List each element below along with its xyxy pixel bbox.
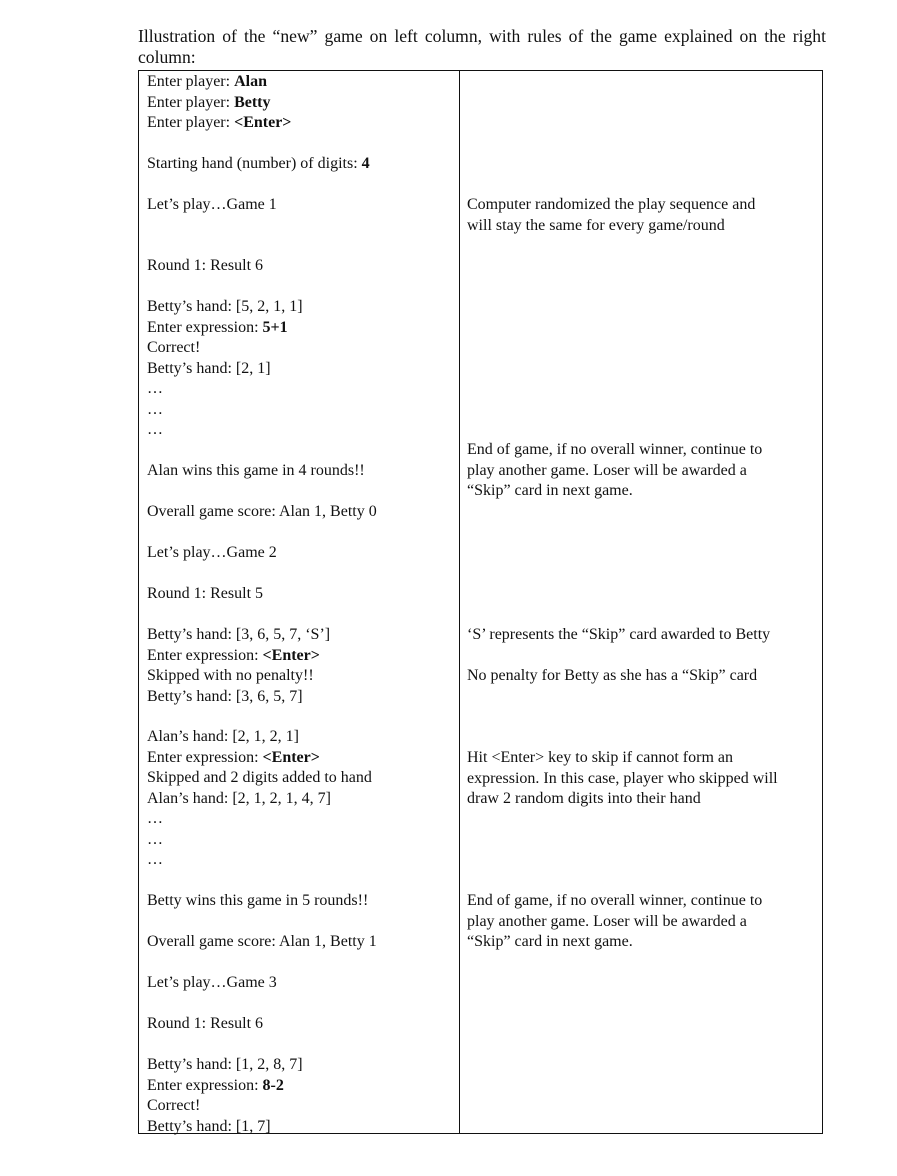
- transcript-line: [147, 666, 314, 686]
- user-input-text: <Enter>: [262, 748, 320, 766]
- transcript-text: Correct!: [147, 339, 201, 356]
- transcript-line: [147, 154, 370, 174]
- transcript-text: Starting hand (number) of digits:: [147, 155, 362, 172]
- user-input-text: 5+1: [262, 318, 288, 336]
- transcript-text: Correct!: [147, 1097, 201, 1114]
- user-input-text: <Enter>: [234, 114, 292, 131]
- transcript-text: Betty’s hand: [1, 2, 8, 7]: [147, 1056, 303, 1073]
- transcript-text: Skipped with no penalty!!: [147, 667, 314, 684]
- transcript-line: [147, 932, 377, 952]
- transcript-text: Round 1: Result 6: [147, 257, 264, 274]
- transcript-text: Betty wins this game in 5 rounds!!: [147, 892, 369, 909]
- transcript-text: Enter expression:: [147, 748, 263, 766]
- transcript-line: [147, 687, 303, 707]
- transcript-text: Let’s play…Game 2: [147, 544, 277, 561]
- user-input-text: 8-2: [262, 1076, 284, 1094]
- transcript-text: …: [147, 380, 163, 397]
- transcript-text: Alan’s hand: [2, 1, 2, 1, 4, 7]: [147, 789, 331, 807]
- transcript-line: [147, 400, 163, 420]
- transcript-line: [147, 646, 320, 666]
- transcript-line: [147, 379, 163, 399]
- transcript-line: [147, 256, 263, 276]
- transcript-line: [147, 318, 288, 338]
- explanation-line: End of game, if no overall winner, continue to: [467, 441, 763, 458]
- user-input-text: 4: [361, 155, 370, 172]
- transcript-line: [147, 1096, 200, 1116]
- intro-paragraph: Illustration of the “new” game on left column, with rules of the game explained on the right column:: [138, 26, 826, 67]
- transcript-line: [147, 502, 377, 522]
- transcript-text: Enter expression:: [147, 318, 263, 336]
- transcript-text: Enter player:: [147, 93, 235, 111]
- transcript-text: Let’s play…Game 1: [147, 196, 277, 213]
- column-divider: [459, 71, 460, 1133]
- explanation-line: “Skip” card in next game.: [467, 933, 633, 950]
- transcript-line: [147, 748, 320, 768]
- transcript-text: Betty’s hand: [3, 6, 5, 7, ‘S’]: [147, 626, 331, 643]
- user-input-text: <Enter>: [262, 646, 320, 664]
- transcript-text: …: [147, 830, 163, 848]
- transcript-line: [147, 1076, 284, 1096]
- explanation-line: ‘S’ represents the “Skip” card awarded to Betty: [467, 626, 771, 643]
- transcript-text: Betty’s hand: [3, 6, 5, 7]: [147, 687, 303, 705]
- transcript-line: [147, 1117, 271, 1137]
- explanation-line: “Skip” card in next game.: [467, 482, 633, 499]
- explanation-line: expression. In this case, player who skipped will: [467, 769, 778, 787]
- transcript-text: Round 1: Result 6: [147, 1015, 264, 1032]
- explanation-line: play another game. Loser will be awarded a: [467, 912, 747, 930]
- transcript-line: [147, 93, 271, 113]
- explanation-line: draw 2 random digits into their hand: [467, 790, 701, 807]
- transcript-line: [147, 1014, 263, 1034]
- transcript-text: …: [147, 400, 163, 418]
- explanation-line: Hit <Enter> key to skip if cannot form an: [467, 749, 733, 766]
- transcript-text: Enter expression:: [147, 1076, 263, 1094]
- user-input-text: Alan: [234, 73, 267, 90]
- transcript-line: [147, 543, 277, 563]
- transcript-text: Overall game score: Alan 1, Betty 1: [147, 933, 377, 950]
- explanation-line: will stay the same for every game/round: [467, 216, 725, 234]
- transcript-text: …: [147, 851, 163, 868]
- transcript-line: [147, 72, 267, 92]
- explanation-line: End of game, if no overall winner, continue to: [467, 892, 763, 909]
- transcript-text: Alan wins this game in 4 rounds!!: [147, 462, 365, 479]
- transcript-text: Alan’s hand: [2, 1, 2, 1]: [147, 728, 299, 745]
- transcript-line: [147, 809, 163, 829]
- transcript-text: Round 1: Result 5: [147, 585, 264, 602]
- transcript-text: …: [147, 810, 163, 827]
- illustration-table: [138, 70, 823, 1134]
- transcript-text: Enter player:: [147, 73, 235, 90]
- transcript-line: [147, 830, 163, 850]
- transcript-line: [147, 727, 299, 747]
- transcript-line: [147, 768, 372, 788]
- transcript-line: [147, 359, 271, 379]
- transcript-text: Skipped and 2 digits added to hand: [147, 769, 372, 786]
- transcript-line: [147, 584, 263, 604]
- transcript-line: [147, 625, 330, 645]
- transcript-text: …: [147, 421, 163, 438]
- transcript-text: Let’s play…Game 3: [147, 974, 277, 991]
- transcript-line: [147, 420, 163, 440]
- transcript-line: [147, 338, 200, 358]
- explanation-line: Computer randomized the play sequence and: [467, 196, 756, 213]
- explanation-line: No penalty for Betty as she has a “Skip” card: [467, 667, 758, 684]
- transcript-line: [147, 789, 331, 809]
- transcript-line: [147, 461, 365, 481]
- transcript-line: [147, 891, 368, 911]
- transcript-line: [147, 113, 291, 133]
- user-input-text: Betty: [234, 93, 271, 111]
- transcript-line: [147, 297, 303, 317]
- transcript-text: Enter expression:: [147, 646, 263, 664]
- transcript-text: Betty’s hand: [1, 7]: [147, 1117, 271, 1135]
- transcript-line: [147, 850, 163, 870]
- transcript-text: Betty’s hand: [2, 1]: [147, 359, 271, 377]
- transcript-line: [147, 195, 277, 215]
- explanation-line: play another game. Loser will be awarded a: [467, 461, 747, 479]
- transcript-text: Overall game score: Alan 1, Betty 0: [147, 503, 377, 520]
- transcript-text: Betty’s hand: [5, 2, 1, 1]: [147, 298, 303, 315]
- transcript-text: Enter player:: [147, 114, 235, 131]
- transcript-line: [147, 973, 277, 993]
- transcript-line: [147, 1055, 303, 1075]
